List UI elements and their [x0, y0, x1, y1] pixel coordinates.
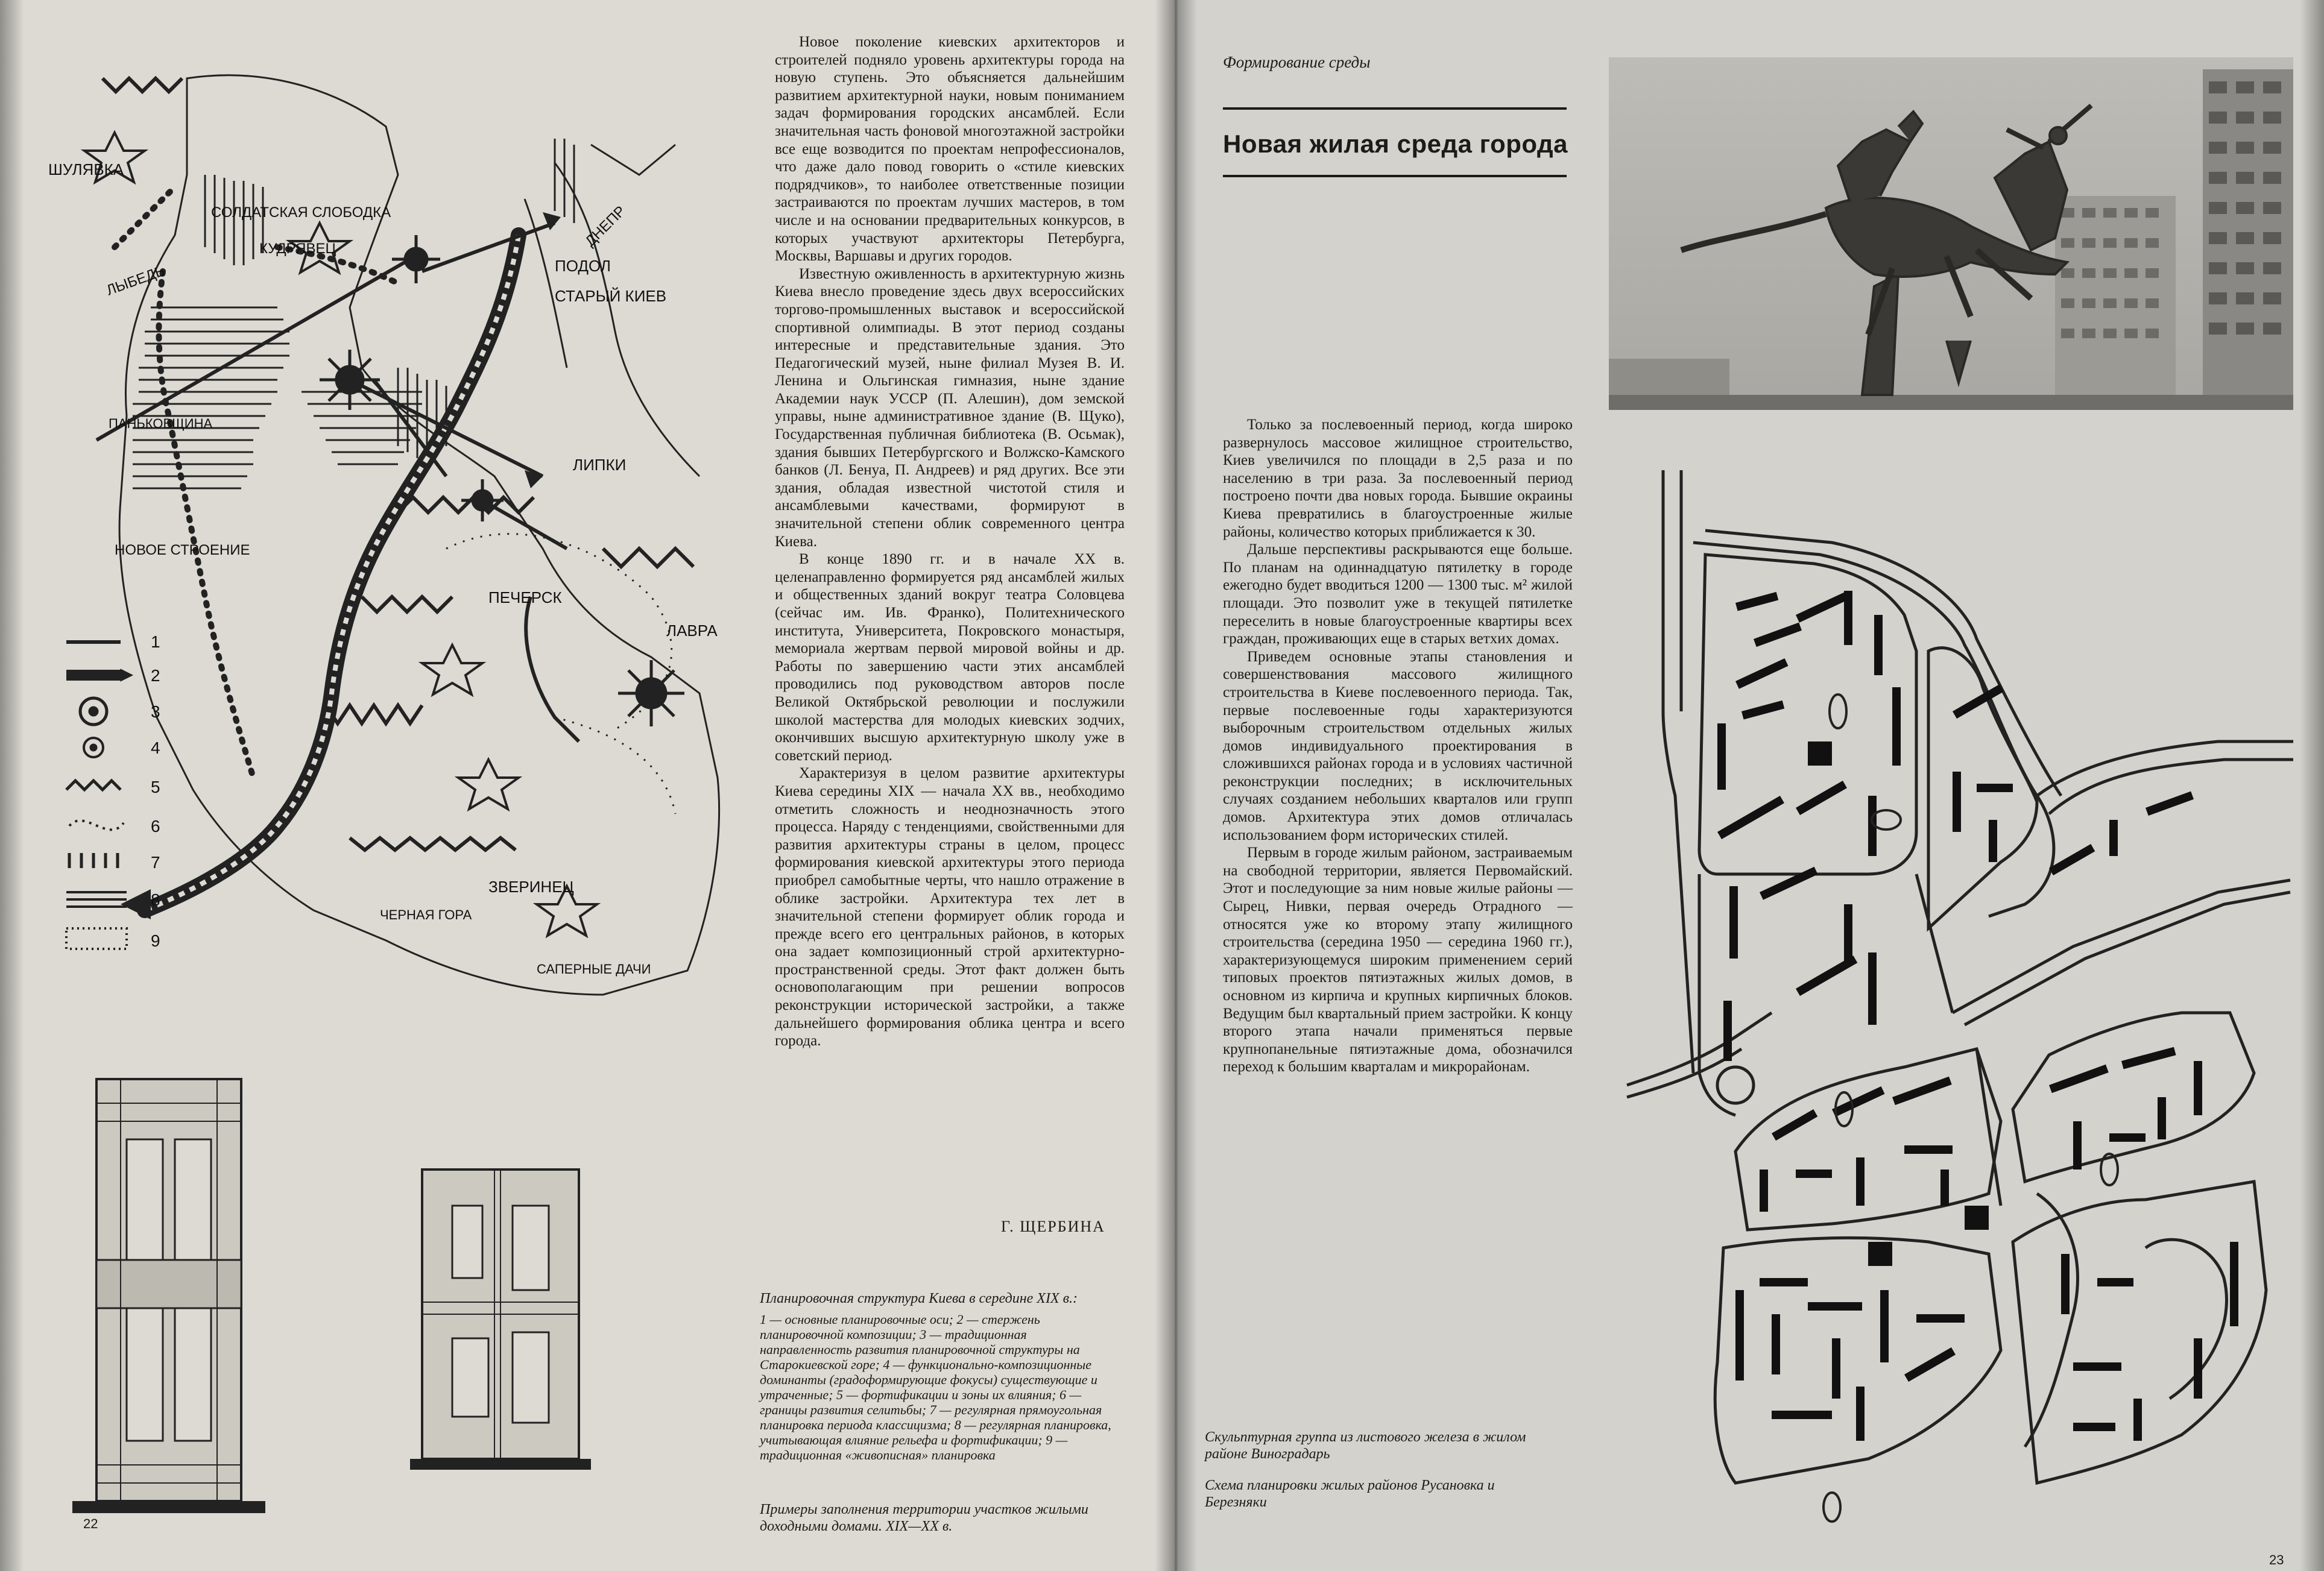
section-rule — [1223, 107, 1567, 110]
article-headline: Новая жилая среда города — [1223, 130, 1568, 158]
legend-3: 3 — [151, 702, 160, 721]
page-edge-shadow — [0, 0, 24, 1571]
right-body-column — [1223, 416, 1573, 1076]
place-shulyavka: ШУЛЯВКА — [48, 160, 124, 178]
place-kudryavets: КУДРЯВЕЦ — [259, 241, 336, 257]
page-edge-shadow — [2300, 0, 2324, 1571]
place-sapernye: САПЕРНЫЕ ДАЧИ — [537, 962, 651, 977]
sculpture-photo — [1609, 57, 2293, 410]
place-stary-kiev: СТАРЫЙ КИЕВ — [555, 287, 667, 305]
place-lavra: ЛАВРА — [666, 622, 718, 640]
place-lipki: ЛИПКИ — [573, 456, 627, 474]
legend-6: 6 — [151, 817, 160, 836]
terrain-outline — [119, 75, 719, 995]
place-zverinets: ЗВЕРИНЕЦ — [488, 878, 574, 896]
right-paragraph-3: Приведем основные этапы становления и совершенствования массового жилищного строительства в Киеве послевоенного периода. Так, первые послевоенные годы характеризуются выборочным строительством отдельных жилых домов индивидуального проектирования в сложившихся районах города и в условиях частичной реконструкции последних; в исключительных случаях созданием небольших кварталов или групп домов. Архитектура этих домов отличалась использованием форм исторических стилей. — [1223, 648, 1573, 843]
place-soldatskaya: СОЛДАТСКАЯ СЛОБОДКА — [211, 204, 391, 221]
residential-site-plan — [1615, 458, 2296, 1543]
left-paragraph-2: Известную оживленность в архитектурную жизнь Киева внесло проведение здесь двух всероссийских торгово-промышленных выставок и всероссийской спортивной олимпиады. В этот период созданы интересные и представительные здания. Это Педагогический музей, ныне филиал Музея В. И. Ленина и Ольгинская гимназия, ныне здание Академии наук УССР (П. Алешин), дом земской управы, ныне административное здание (В. Щуко), Государственная публичная библиотека (В. Осьмак), здания бывших Петербургского и Волжско-Камского банков (Л. Бенуа, П. Андреев) и ряд других. Все эти здания, обладая известной чистотой стиля и ансамблевыми качествами, формируют в значительной степени облик современного центра Киева. — [775, 265, 1125, 550]
right-paragraph-1: Только за послевоенный период, когда широко развернулось массовое жилищное строительство, Киев увеличился по площади в 2,5 раза и по населению в три раза. За послевоенный период построено почти два новых города. Бывшие окраины Киева превратились в благоустроенные жилые районы, количество которых приближается к 30. — [1223, 417, 1573, 540]
left-body-column — [775, 33, 1125, 1050]
legend-1: 1 — [151, 632, 160, 651]
legend-7: 7 — [151, 853, 160, 872]
place-pankovshchina: ПАНЬКОВЩИНА — [109, 416, 213, 431]
legend-2: 2 — [151, 666, 160, 685]
map-caption — [760, 1290, 1116, 1462]
place-dnepr: ДНЕПР — [582, 203, 629, 250]
block-mid-right — [2013, 1013, 2254, 1182]
left-paragraph-3: В конце 1890 гг. и в начале XX в. целенаправленно формируется ряд ансамблей жилых и общественных зданий вокруг театра Соловцева (сейчас им. Ив. Франко), Политехнического института, Университета, Покровского монастыря, мемориала жертвам первой мировой войны и др. Работы по завершению части этих ансамблей проводились под руководством авторов после Великой Октябрьской революции и послужили школой мастерства для молодых киевских зодчих, окончивших высшую архитектурную школу уже в советский период. — [775, 551, 1125, 764]
author-signature: Г. ЩЕРБИНА — [1001, 1218, 1105, 1235]
floor-plan-tall — [60, 1067, 289, 1513]
block-sw — [1715, 1238, 2001, 1483]
map-caption-title: Планировочная структура Киева в середине XIX в.: — [760, 1291, 1078, 1306]
left-paragraph-1: Новое поколение киевских архитекторов и строителей подняло уровень архитектуры города на новую ступень. Это объясняется дальнейшим развитием архитектурной науки, новым пониманием задач формирования городских ансамблей. Если значительная часть фоновой многоэтажной застройки все еще возводится по проектам непрофессионалов, что даже дало повод говорить о «стиле киевских подрядчиков», то наиболее ответственные позиции застраиваются по проектам лучших мастеров, в том числе и на основании предварительных конкурсов, в которых участвуют архитекторы Петербурга, Москвы, Варшавы и других городов. — [775, 34, 1125, 265]
map-caption-body: 1 — основные планировочные оси; 2 — стержень планировочной композиции; 3 — традиционная направленность развития планировочной структуры на Старокиевской горе; 4 — функционально-композиционные доминанты (градоформирующие фокусы) существующие и утраченные; 5 — фортификации и зоны их влияния; 6 — границы развития селитьбы; 7 — регулярная прямоугольная планировка периода классицизма; 8 — регулярная планировка, учитывающая влияние рельефа и фортификации; 9 — традиционная «живописная» планировка — [760, 1312, 1111, 1462]
right-paragraph-2: Дальше перспективы раскрываются еще больше. По планам на одиннадцатую пятилетку в городе ежегодно будет вводиться 1200 — 1300 тыс. м² жилой площади. Это позволит уже в текущей пятилетке переселить в новые благоустроенные квартиры всех граждан, проживающих еще в старых ветхих домах. — [1223, 541, 1573, 647]
perimeter-road — [1663, 470, 1693, 1073]
page-number-right: 23 — [2269, 1552, 2284, 1567]
photo-caption: Скульптурная группа из листового железа в жилом районе Виноградарь — [1205, 1429, 1526, 1462]
headline-rule — [1223, 175, 1567, 177]
left-paragraph-4: Характеризуя в целом развитие архитектуры Киева середины XIX — начала XX вв., необходимо отметить сложность и неоднозначность этого процесса. Наряду с тенденциями, свойственными для развития архитектуры страны в целом, процесс формирования киевской архитектуры этого периода приобрел самобытные черты, что нашло отражение в облике застройки. Архитектура тех лет в значительной степени формирует облик города и прежде всего его центральных районов, в которых она задает композиционный строй архитектурно-пространственной среды. Этот факт должен быть основополагающим при решении вопросов реконструкции исторической застройки, а также дальнейшего формирования облика центра и всего города. — [775, 765, 1125, 1050]
page-number-left: 22 — [83, 1516, 98, 1531]
section-label: Формирование среды — [1223, 53, 1371, 71]
place-chernaya-gora: ЧЕРНАЯ ГОРА — [380, 907, 472, 922]
legend-5: 5 — [151, 778, 160, 796]
place-podol: ПОДОЛ — [555, 257, 611, 275]
plan-caption: Схема планировки жилых районов Русановка и Березняки — [1205, 1478, 1495, 1510]
legend-8: 8 — [151, 890, 160, 909]
legend-9: 9 — [151, 931, 160, 950]
map-legend — [60, 627, 181, 1001]
place-pechersk: ПЕЧЕРСК — [488, 588, 562, 606]
right-paragraph-4: Первым в городе жилым районом, застраиваемым на свободной территории, является Первомайский. Этот и последующие за ним новые жилые районы — Сырец, Нивки, первая очередь Отрадного — относятся уже ко второму этапу жилищного строительства (середина 1950 — середина 1960 гг.), характеризующемуся широким применением серий типовых проектов пятиэтажных жилых домов, в основном из кирпича и крупных кирпичных блоков. Ведущим был квартальный прием застройки. К концу второго этапа начали применяться первые крупнопанельные пятиэтажные дома, обозначился переход к большим кварталам и микрорайонам. — [1223, 845, 1573, 1075]
classicism-hatch — [205, 139, 574, 458]
right-page — [1175, 0, 2324, 1571]
place-lybed: ЛЫБЕДЬ — [104, 262, 167, 299]
book-gutter — [1155, 0, 1197, 1571]
place-novoe-stroenie: НОВОЕ СТРОЕНИЕ — [115, 542, 250, 558]
floor-plan-block — [410, 1157, 603, 1471]
legend-4: 4 — [151, 738, 160, 757]
plans-caption: Примеры заполнения территории участков жилыми доходными домами. XIX—XX в. — [760, 1502, 1088, 1534]
